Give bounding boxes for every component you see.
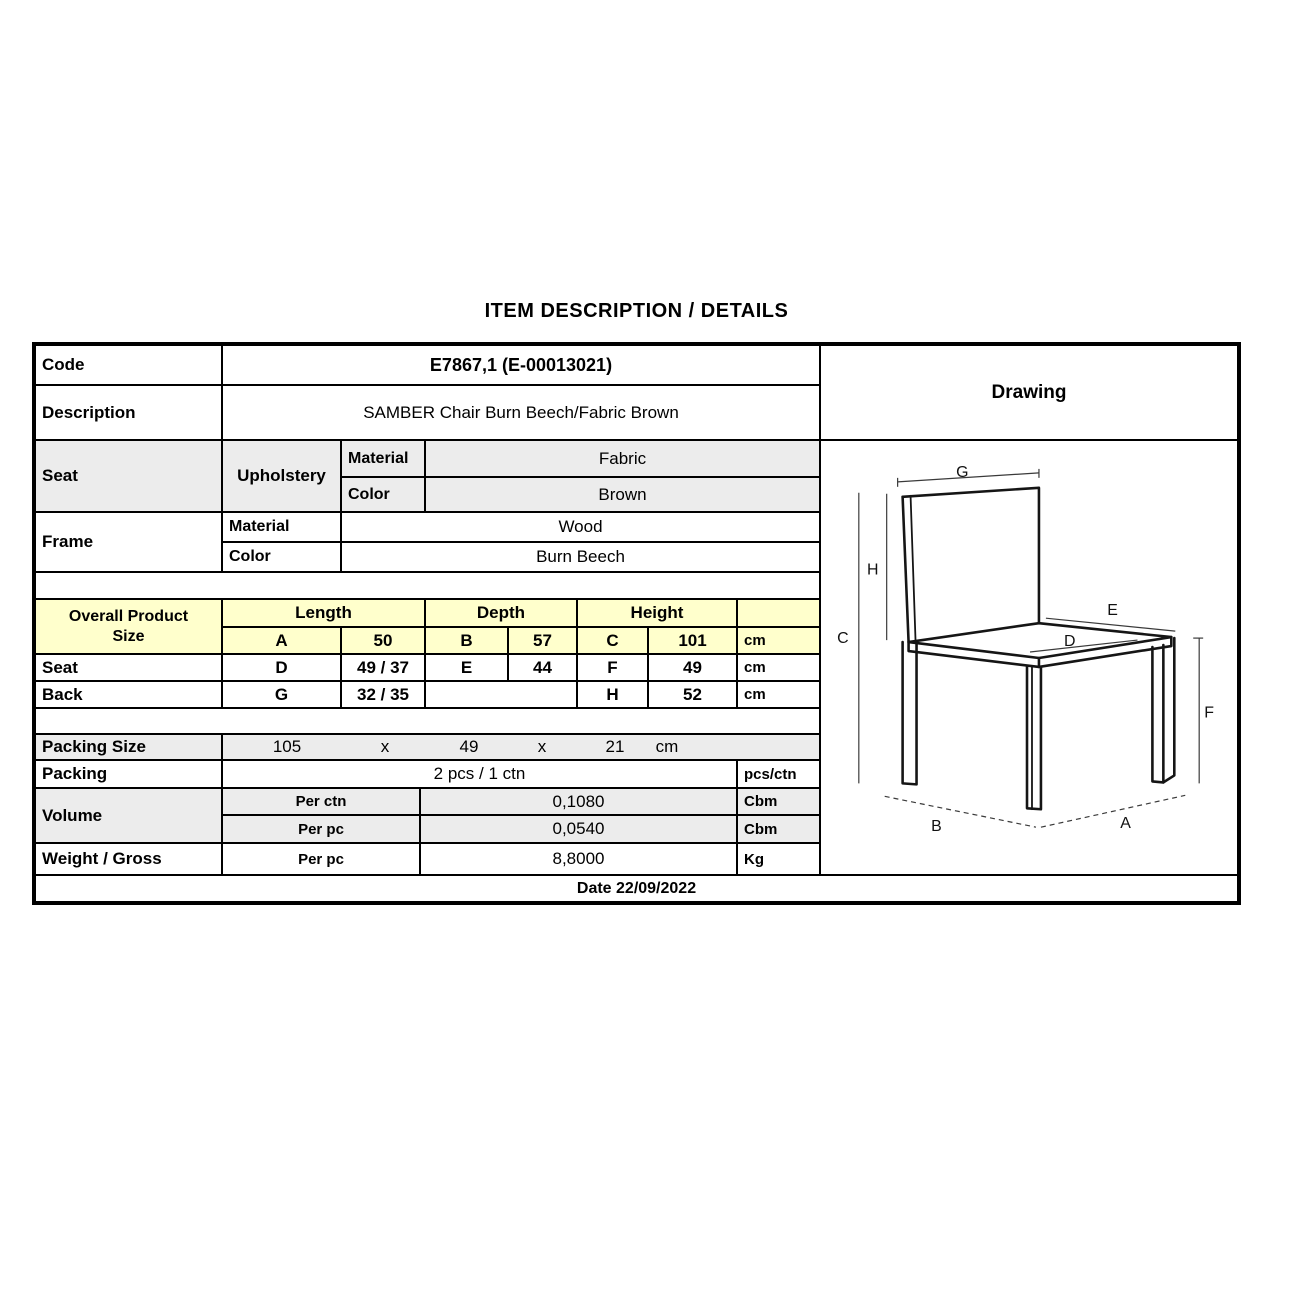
seat-label: Seat [35,440,222,512]
drawing-title: Drawing [820,345,1238,440]
size-col-depth: Depth [425,599,577,627]
seat-depth-value: 44 [508,654,577,681]
dimension-labels [837,464,1214,835]
overall-height-key: C [577,627,648,654]
spacer-row-2 [35,708,820,734]
packing-size-x2: x [537,737,547,756]
packing-label: Packing [35,760,222,788]
packing-size-label: Packing Size [35,734,222,760]
weight-per-label: Per pc [222,843,420,875]
size-back-label: Back [35,681,222,708]
volume-per-pc-label: Per pc [222,815,420,843]
packing-size-dim3: 21 [605,737,625,756]
packing-value: 2 pcs / 1 ctn [222,760,737,788]
seat-color-label: Color [341,477,425,512]
seat-unit: cm [737,654,820,681]
dim-label-h: H [867,561,879,579]
dim-label-g: G [956,463,969,481]
back-height-value: 52 [648,681,737,708]
seat-length-key: D [222,654,341,681]
overall-length-value: 50 [341,627,425,654]
volume-per-pc-unit: Cbm [737,815,820,843]
weight-value: 8,8000 [420,843,737,875]
back-height-key: H [577,681,648,708]
dim-label-f: F [1204,704,1214,722]
size-table-label [35,599,222,654]
back-length-key: G [222,681,341,708]
seat-color-value: Brown [425,477,820,512]
volume-per-ctn-value: 0,1080 [420,788,737,815]
overall-depth-value: 57 [508,627,577,654]
dim-label-c: C [837,630,849,648]
frame-color-label: Color [222,542,341,572]
seat-height-key: F [577,654,648,681]
frame-material-value: Wood [341,512,820,542]
drawing-panel [820,440,1238,875]
chair-outline [903,488,1175,809]
frame-label: Frame [35,512,222,572]
code-value: E7867,1 (E-00013021) [222,345,820,385]
volume-per-ctn-label: Per ctn [222,788,420,815]
seat-material-value: Fabric [425,440,820,477]
packing-size-unit: cm [655,737,679,756]
dim-label-e: E [1107,602,1118,620]
description-label: Description [35,385,222,440]
code-label: Code [35,345,222,385]
dim-label-d: D [1064,633,1076,651]
seat-upholstery-label: Upholstery [222,440,341,512]
size-col-length: Length [222,599,425,627]
size-table-label-line2: Size [112,627,145,645]
frame-color-value: Burn Beech [341,542,820,572]
packing-size-dim1: 105 [272,737,302,756]
size-col-unit-empty [737,599,820,627]
packing-unit: pcs/ctn [737,760,820,788]
packing-size-value [222,734,820,760]
date-row: Date 22/09/2022 [35,875,1238,902]
dim-label-b: B [931,818,942,836]
back-length-value: 32 / 35 [341,681,425,708]
overall-depth-key: B [425,627,508,654]
chair-drawing [821,440,1237,875]
overall-height-value: 101 [648,627,737,654]
frame-material-label: Material [222,512,341,542]
overall-unit: cm [737,627,820,654]
packing-size-dim2: 49 [459,737,479,756]
description-value: SAMBER Chair Burn Beech/Fabric Brown [222,385,820,440]
overall-length-key: A [222,627,341,654]
size-seat-label: Seat [35,654,222,681]
size-table-label-line1: Overall Product [68,607,189,625]
volume-per-pc-value: 0,0540 [420,815,737,843]
back-unit: cm [737,681,820,708]
spec-sheet-table [35,345,1238,902]
weight-unit: Kg [737,843,820,875]
seat-height-value: 49 [648,654,737,681]
volume-label: Volume [35,788,222,843]
size-col-height: Height [577,599,737,627]
back-depth-empty [425,681,577,708]
weight-label: Weight / Gross [35,843,222,875]
page-title: ITEM DESCRIPTION / DETAILS [484,300,789,322]
spacer-row-1 [35,572,820,599]
packing-size-x1: x [380,737,390,756]
dim-label-a: A [1120,815,1131,833]
seat-length-value: 49 / 37 [341,654,425,681]
seat-depth-key: E [425,654,508,681]
volume-per-ctn-unit: Cbm [737,788,820,815]
seat-material-label: Material [341,440,425,477]
